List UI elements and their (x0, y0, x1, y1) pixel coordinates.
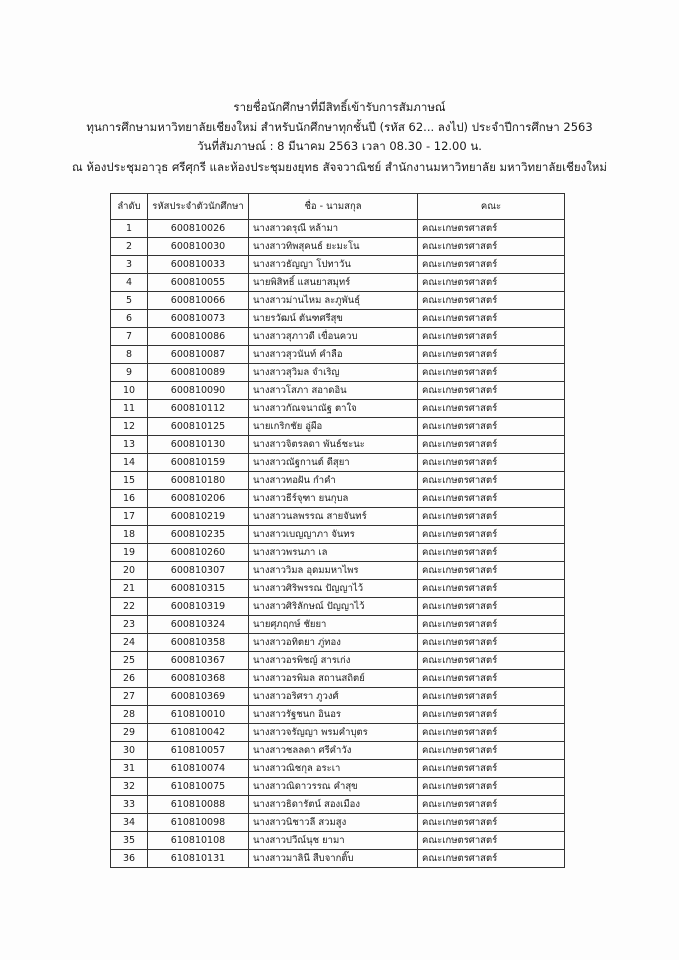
column-header-faculty: คณะ (418, 194, 565, 220)
cell-student-id: 600810358 (148, 634, 249, 652)
cell-no: 28 (111, 706, 148, 724)
cell-no: 2 (111, 238, 148, 256)
table-row (111, 814, 565, 832)
cell-no: 34 (111, 814, 148, 832)
cell-name: นางสาวศิริพรรณ ปัญญาไว้ (249, 580, 418, 598)
cell-faculty: คณะเกษตรศาสตร์ (418, 418, 565, 436)
cell-faculty: คณะเกษตรศาสตร์ (418, 616, 565, 634)
cell-name: นางสาวอรพิชญ์ สารเก่ง (249, 652, 418, 670)
cell-student-id: 600810089 (148, 364, 249, 382)
table-row (111, 454, 565, 472)
cell-faculty: คณะเกษตรศาสตร์ (418, 760, 565, 778)
cell-faculty: คณะเกษตรศาสตร์ (418, 310, 565, 328)
cell-name: นางสาวอทิตยา ภู่ทอง (249, 634, 418, 652)
table-row (111, 580, 565, 598)
cell-no: 35 (111, 832, 148, 850)
cell-name: นางสาวชลลดา ศรีคำวัง (249, 742, 418, 760)
table-row (111, 364, 565, 382)
cell-student-id: 600810087 (148, 346, 249, 364)
column-header-name: ชื่อ - นามสกุล (249, 194, 418, 220)
cell-faculty: คณะเกษตรศาสตร์ (418, 346, 565, 364)
table-row (111, 382, 565, 400)
cell-name: นางสาวนลพรรณ สายจันทร์ (249, 508, 418, 526)
cell-name: นายพิสิทธิ์ แสนยาสมุทร์ (249, 274, 418, 292)
table-row (111, 706, 565, 724)
table-body (111, 220, 565, 868)
cell-student-id: 600810219 (148, 508, 249, 526)
cell-faculty: คณะเกษตรศาสตร์ (418, 238, 565, 256)
table-row (111, 346, 565, 364)
cell-name: นางสาววิมล อุดมมหาไพร (249, 562, 418, 580)
table-row (111, 742, 565, 760)
cell-student-id: 600810030 (148, 238, 249, 256)
table-header-row (111, 194, 565, 220)
cell-faculty: คณะเกษตรศาสตร์ (418, 778, 565, 796)
cell-name: นางสาวศิริลักษณ์ ปัญญาไว้ (249, 598, 418, 616)
cell-no: 5 (111, 292, 148, 310)
cell-student-id: 600810307 (148, 562, 249, 580)
document-subtitle: ทุนการศึกษามหาวิทยาลัยเชียงใหม่ สำหรับนักศึกษาทุกชั้นปี (รหัส 62... ลงไป) ประจำปีการศึกษา 2563 (86, 120, 593, 134)
cell-student-id: 610810131 (148, 850, 249, 868)
cell-faculty: คณะเกษตรศาสตร์ (418, 796, 565, 814)
cell-no: 20 (111, 562, 148, 580)
cell-faculty: คณะเกษตรศาสตร์ (418, 490, 565, 508)
cell-student-id: 610810075 (148, 778, 249, 796)
cell-name: นางสาวสุวิมล จำเริญ (249, 364, 418, 382)
cell-no: 33 (111, 796, 148, 814)
cell-no: 32 (111, 778, 148, 796)
cell-faculty: คณะเกษตรศาสตร์ (418, 292, 565, 310)
cell-name: นายเกริกชัย อู่ผือ (249, 418, 418, 436)
cell-faculty: คณะเกษตรศาสตร์ (418, 742, 565, 760)
cell-student-id: 610810010 (148, 706, 249, 724)
cell-no: 19 (111, 544, 148, 562)
cell-name: นางสาวอริศรา ภูวงศ์ (249, 688, 418, 706)
cell-no: 29 (111, 724, 148, 742)
cell-name: นางสาวโสภา สอาดอิน (249, 382, 418, 400)
cell-faculty: คณะเกษตรศาสตร์ (418, 274, 565, 292)
cell-name: นางสาวธีร์จุฑา ยนกุบล (249, 490, 418, 508)
cell-student-id: 600810319 (148, 598, 249, 616)
table-row (111, 472, 565, 490)
cell-no: 24 (111, 634, 148, 652)
cell-student-id: 610810057 (148, 742, 249, 760)
table-row (111, 832, 565, 850)
table-row (111, 238, 565, 256)
cell-no: 17 (111, 508, 148, 526)
cell-name: นางสาวม่านไหม ละภูพันธุ์ (249, 292, 418, 310)
cell-faculty: คณะเกษตรศาสตร์ (418, 526, 565, 544)
cell-student-id: 600810086 (148, 328, 249, 346)
cell-student-id: 600810180 (148, 472, 249, 490)
cell-no: 14 (111, 454, 148, 472)
cell-name: นางสาวณิดาวรรณ คำสุข (249, 778, 418, 796)
table-row (111, 256, 565, 274)
table-row (111, 544, 565, 562)
cell-faculty: คณะเกษตรศาสตร์ (418, 382, 565, 400)
cell-no: 4 (111, 274, 148, 292)
table-row (111, 274, 565, 292)
cell-student-id: 600810235 (148, 526, 249, 544)
cell-no: 1 (111, 220, 148, 238)
cell-faculty: คณะเกษตรศาสตร์ (418, 652, 565, 670)
cell-name: นางสาวปวีณ์นุช ยามา (249, 832, 418, 850)
cell-student-id: 610810098 (148, 814, 249, 832)
document-title: รายชื่อนักศึกษาที่มีสิทธิ์เข้ารับการสัมภาษณ์ (233, 100, 446, 114)
cell-name: นางสาวธัญญา โปทาวัน (249, 256, 418, 274)
cell-student-id: 600810026 (148, 220, 249, 238)
cell-no: 10 (111, 382, 148, 400)
cell-faculty: คณะเกษตรศาสตร์ (418, 472, 565, 490)
cell-faculty: คณะเกษตรศาสตร์ (418, 328, 565, 346)
interview-location: ณ ห้องประชุมอาวุธ ศรีศุกรี และห้องประชุมยงยุทธ สัจจวาณิชย์ สำนักงานมหาวิทยาลัย มหาวิทยาลัยเชียงใหม่ (72, 160, 607, 174)
cell-faculty: คณะเกษตรศาสตร์ (418, 724, 565, 742)
student-table (110, 193, 565, 868)
cell-name: นางสาวนิชาวลี สวมสูง (249, 814, 418, 832)
cell-student-id: 600810324 (148, 616, 249, 634)
cell-student-id: 600810125 (148, 418, 249, 436)
cell-faculty: คณะเกษตรศาสตร์ (418, 706, 565, 724)
cell-name: นางสาวอรพิมล สถานสถิตย์ (249, 670, 418, 688)
table-row (111, 850, 565, 868)
cell-name: นายศุภฤกษ์ ชัยยา (249, 616, 418, 634)
cell-student-id: 600810260 (148, 544, 249, 562)
cell-no: 3 (111, 256, 148, 274)
cell-no: 25 (111, 652, 148, 670)
table-row (111, 508, 565, 526)
cell-name: นายรวัฒน์ ตันฑศรีสุข (249, 310, 418, 328)
cell-no: 30 (111, 742, 148, 760)
cell-faculty: คณะเกษตรศาสตร์ (418, 814, 565, 832)
cell-name: นางสาวจรัญญา พรมคำบุตร (249, 724, 418, 742)
table-row (111, 652, 565, 670)
cell-no: 12 (111, 418, 148, 436)
cell-name: นางสาวดรุณี หล้ามา (249, 220, 418, 238)
table-row (111, 670, 565, 688)
table-row (111, 562, 565, 580)
cell-name: นางสาวณิชกุล อระเา (249, 760, 418, 778)
cell-student-id: 600810090 (148, 382, 249, 400)
cell-name: นางสาวณัฐกานต์ ดีสุยา (249, 454, 418, 472)
cell-name: นางสาวทิพสุคนธ์ ยะมะโน (249, 238, 418, 256)
cell-faculty: คณะเกษตรศาสตร์ (418, 436, 565, 454)
cell-name: นางสาวมาลินี สืบจากติ๊บ (249, 850, 418, 868)
cell-name: นางสาวสุภาวดี เขื่อนควบ (249, 328, 418, 346)
cell-no: 6 (111, 310, 148, 328)
cell-no: 9 (111, 364, 148, 382)
cell-no: 13 (111, 436, 148, 454)
cell-student-id: 600810066 (148, 292, 249, 310)
table-row (111, 616, 565, 634)
cell-name: นางสาวเบญญาภา จันทร (249, 526, 418, 544)
cell-faculty: คณะเกษตรศาสตร์ (418, 220, 565, 238)
interview-date: วันที่สัมภาษณ์ : 8 มีนาคม 2563 เวลา 08.30 - 12.00 น. (197, 139, 482, 153)
table-row (111, 436, 565, 454)
cell-no: 22 (111, 598, 148, 616)
cell-no: 27 (111, 688, 148, 706)
cell-faculty: คณะเกษตรศาสตร์ (418, 508, 565, 526)
cell-student-id: 600810112 (148, 400, 249, 418)
cell-faculty: คณะเกษตรศาสตร์ (418, 562, 565, 580)
cell-student-id: 600810368 (148, 670, 249, 688)
cell-no: 7 (111, 328, 148, 346)
table-row (111, 778, 565, 796)
cell-faculty: คณะเกษตรศาสตร์ (418, 256, 565, 274)
cell-no: 8 (111, 346, 148, 364)
cell-no: 15 (111, 472, 148, 490)
cell-name: นางสาวจิตรลดา พันธ์ชะนะ (249, 436, 418, 454)
cell-faculty: คณะเกษตรศาสตร์ (418, 670, 565, 688)
cell-name: นางสาวพรนภา เล (249, 544, 418, 562)
table-row (111, 760, 565, 778)
table-row (111, 400, 565, 418)
cell-student-id: 610810088 (148, 796, 249, 814)
column-header-no: ลำดับ (111, 194, 148, 220)
cell-no: 23 (111, 616, 148, 634)
cell-student-id: 600810369 (148, 688, 249, 706)
cell-faculty: คณะเกษตรศาสตร์ (418, 598, 565, 616)
cell-no: 26 (111, 670, 148, 688)
cell-student-id: 600810367 (148, 652, 249, 670)
cell-no: 16 (111, 490, 148, 508)
table-row (111, 220, 565, 238)
cell-no: 36 (111, 850, 148, 868)
cell-student-id: 610810108 (148, 832, 249, 850)
table-row (111, 598, 565, 616)
cell-name: นางสาวรัฐชนก อินอร (249, 706, 418, 724)
table-row (111, 796, 565, 814)
cell-no: 11 (111, 400, 148, 418)
table-row (111, 292, 565, 310)
cell-name: นางสาวกัณจนาณัฐ ตาใจ (249, 400, 418, 418)
cell-name: นางสาวธิดารัตน์ สองเมือง (249, 796, 418, 814)
cell-faculty: คณะเกษตรศาสตร์ (418, 400, 565, 418)
column-header-student-id: รหัสประจำตัวนักศึกษา (148, 194, 249, 220)
cell-student-id: 610810074 (148, 760, 249, 778)
cell-student-id: 600810206 (148, 490, 249, 508)
table-row (111, 310, 565, 328)
table-row (111, 418, 565, 436)
cell-no: 21 (111, 580, 148, 598)
cell-student-id: 600810033 (148, 256, 249, 274)
cell-student-id: 600810315 (148, 580, 249, 598)
table-row (111, 634, 565, 652)
table-row (111, 724, 565, 742)
cell-faculty: คณะเกษตรศาสตร์ (418, 580, 565, 598)
cell-student-id: 600810159 (148, 454, 249, 472)
cell-name: นางสาวสุวนันท์ คำลือ (249, 346, 418, 364)
table-row (111, 490, 565, 508)
cell-faculty: คณะเกษตรศาสตร์ (418, 544, 565, 562)
cell-student-id: 600810073 (148, 310, 249, 328)
cell-student-id: 600810130 (148, 436, 249, 454)
cell-no: 31 (111, 760, 148, 778)
cell-student-id: 600810055 (148, 274, 249, 292)
cell-faculty: คณะเกษตรศาสตร์ (418, 832, 565, 850)
cell-faculty: คณะเกษตรศาสตร์ (418, 850, 565, 868)
cell-name: นางสาวทอฝัน กำคำ (249, 472, 418, 490)
cell-no: 18 (111, 526, 148, 544)
cell-student-id: 610810042 (148, 724, 249, 742)
table-row (111, 328, 565, 346)
cell-faculty: คณะเกษตรศาสตร์ (418, 364, 565, 382)
table-row (111, 688, 565, 706)
cell-faculty: คณะเกษตรศาสตร์ (418, 634, 565, 652)
cell-faculty: คณะเกษตรศาสตร์ (418, 688, 565, 706)
table-row (111, 526, 565, 544)
cell-faculty: คณะเกษตรศาสตร์ (418, 454, 565, 472)
